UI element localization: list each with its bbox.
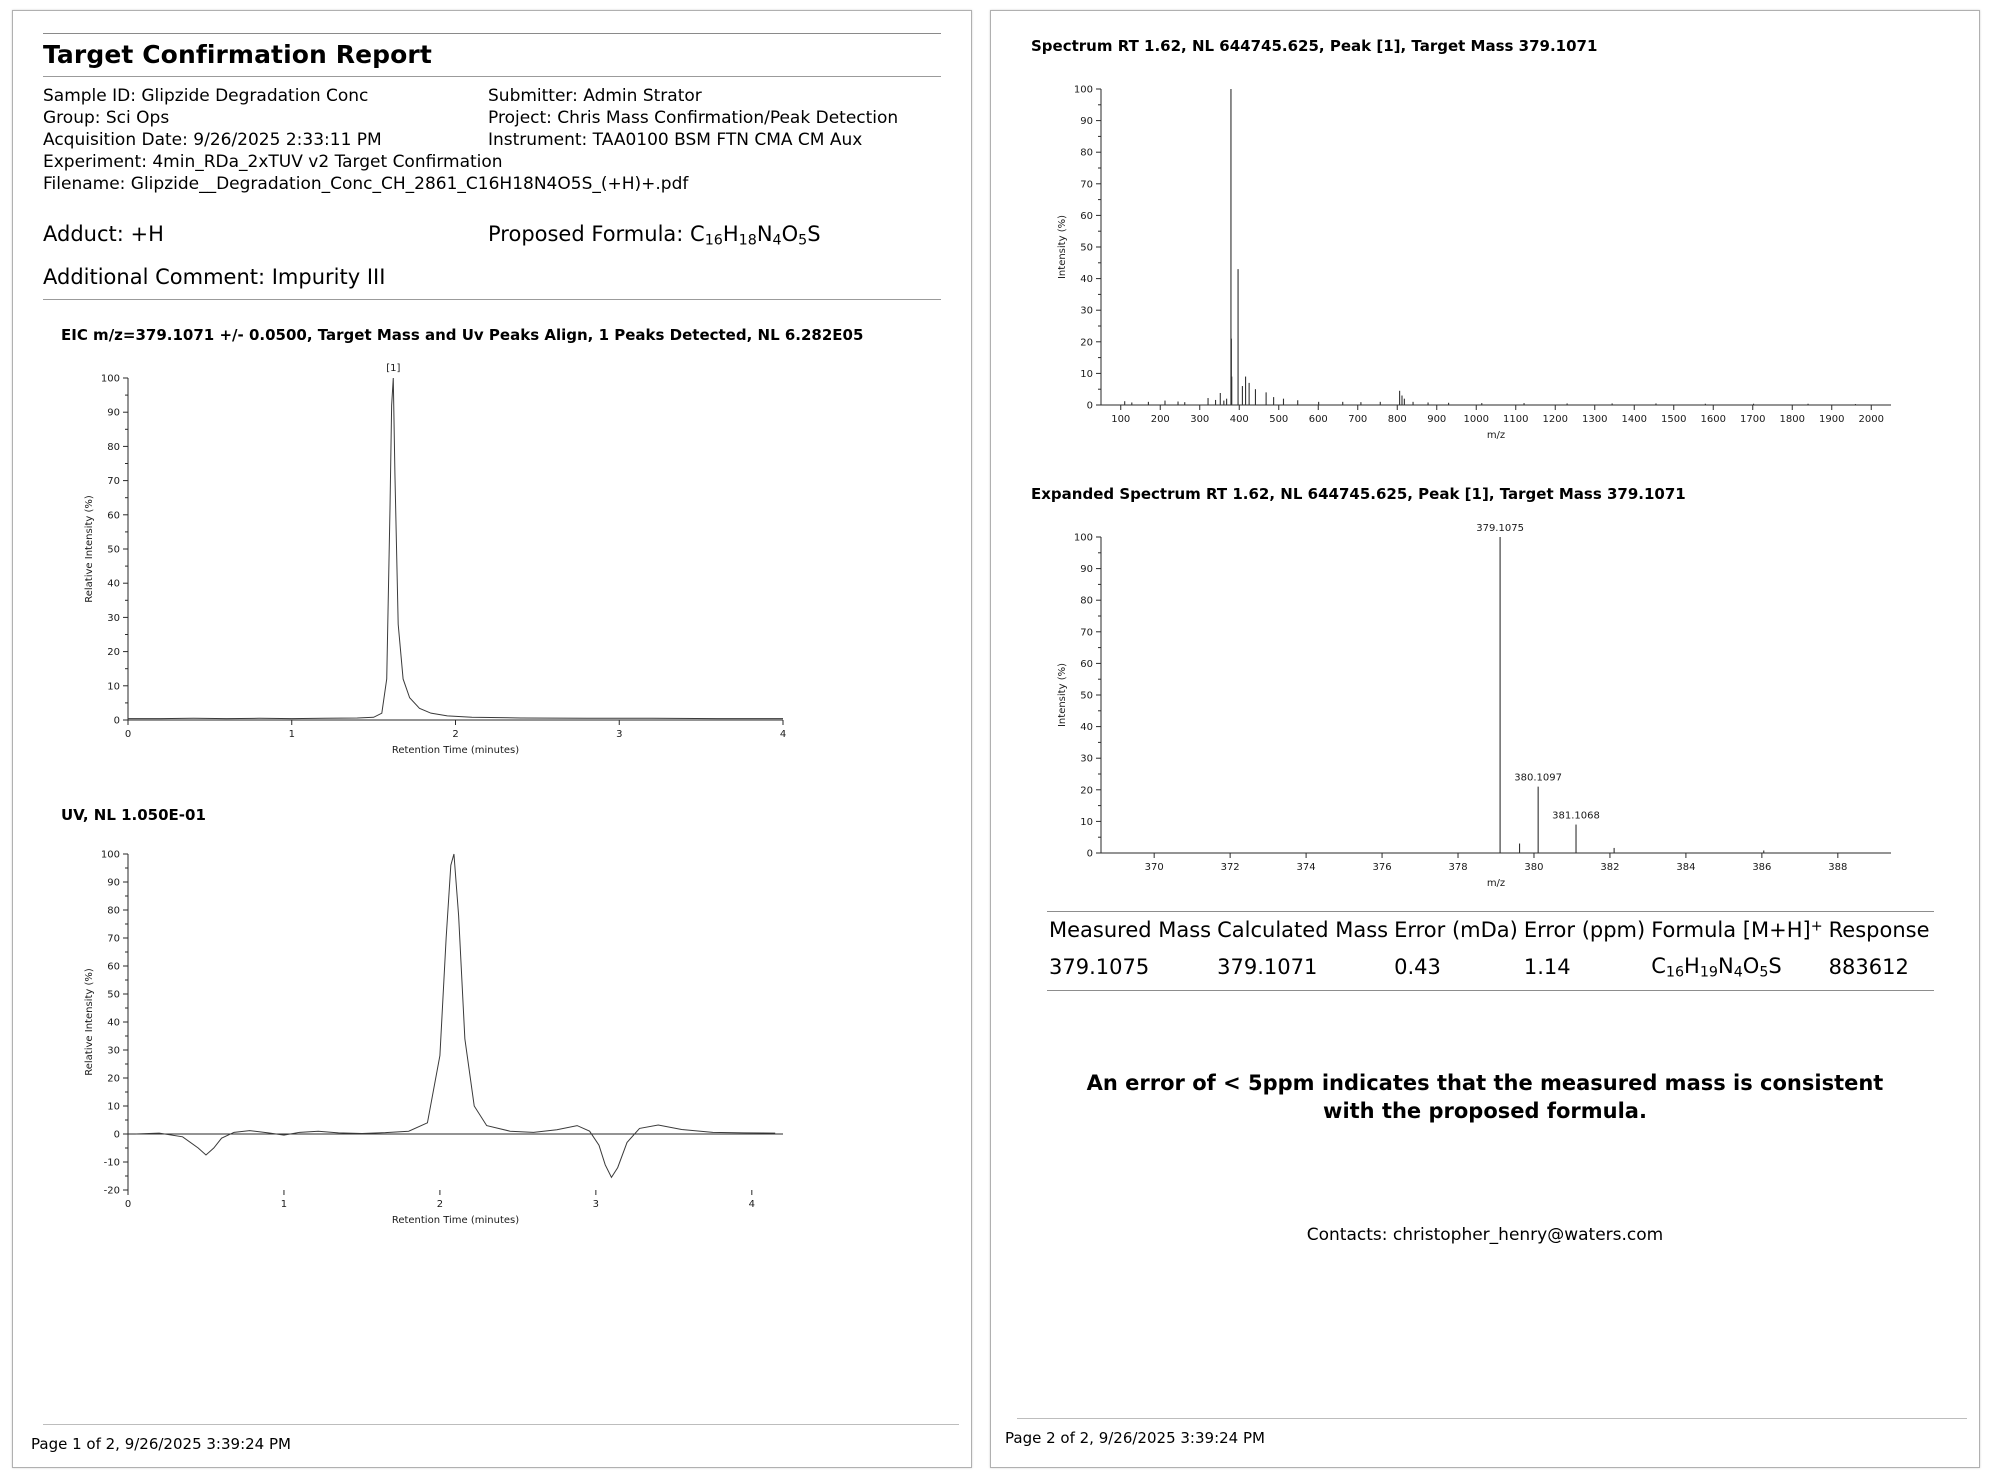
svg-text:2000: 2000 bbox=[1858, 414, 1884, 425]
adduct-formula-row bbox=[43, 221, 941, 250]
svg-text:80: 80 bbox=[107, 441, 120, 453]
svg-text:10: 10 bbox=[1080, 368, 1093, 380]
svg-text:4: 4 bbox=[748, 1198, 755, 1210]
svg-text:Retention Time (minutes): Retention Time (minutes) bbox=[391, 744, 520, 756]
cell-calculated-mass: 379.1071 bbox=[1217, 955, 1318, 980]
uv-chart-title: UV, NL 1.050E-01 bbox=[61, 805, 206, 824]
full-mass-spectrum bbox=[1021, 63, 1949, 463]
svg-text:379.1075: 379.1075 bbox=[1476, 523, 1524, 534]
svg-text:30: 30 bbox=[107, 1045, 120, 1057]
svg-text:0: 0 bbox=[124, 728, 132, 740]
footer-rule bbox=[43, 1424, 959, 1425]
svg-text:50: 50 bbox=[107, 544, 120, 556]
eic-chromatogram bbox=[43, 350, 941, 780]
svg-text:80: 80 bbox=[1080, 595, 1093, 607]
svg-text:3: 3 bbox=[616, 728, 623, 740]
svg-text:20: 20 bbox=[107, 646, 120, 658]
svg-text:1: 1 bbox=[280, 1198, 288, 1210]
svg-text:m/z: m/z bbox=[1486, 878, 1506, 889]
svg-text:[1]: [1] bbox=[386, 362, 401, 374]
svg-text:Relative Intensity (%): Relative Intensity (%) bbox=[84, 495, 95, 603]
svg-text:1700: 1700 bbox=[1740, 414, 1766, 425]
comment-underline-rule bbox=[43, 299, 941, 300]
svg-text:10: 10 bbox=[107, 1101, 120, 1113]
svg-text:60: 60 bbox=[107, 510, 120, 522]
meta-instrument: Instrument: TAA0100 BSM FTN CMA CM Aux bbox=[488, 130, 863, 151]
svg-text:50: 50 bbox=[107, 989, 120, 1001]
svg-text:2: 2 bbox=[452, 728, 459, 740]
title-underline-rule bbox=[43, 76, 941, 77]
svg-text:900: 900 bbox=[1427, 414, 1447, 425]
page-1-footer-text: Page 1 of 2, 9/26/2025 3:39:24 PM bbox=[31, 1435, 291, 1453]
svg-text:500: 500 bbox=[1269, 414, 1289, 425]
svg-text:4: 4 bbox=[779, 728, 787, 740]
svg-text:382: 382 bbox=[1600, 862, 1620, 873]
svg-text:380: 380 bbox=[1524, 862, 1544, 873]
table-row bbox=[1047, 950, 1934, 990]
metadata-block bbox=[43, 85, 941, 195]
svg-text:3: 3 bbox=[592, 1198, 600, 1210]
svg-text:30: 30 bbox=[1080, 305, 1093, 317]
proposed-formula-prefix: Proposed Formula: bbox=[488, 222, 691, 247]
svg-text:90: 90 bbox=[1080, 564, 1093, 576]
col-calculated-mass: Calculated Mass bbox=[1217, 918, 1389, 942]
svg-text:1000: 1000 bbox=[1463, 414, 1489, 425]
svg-text:70: 70 bbox=[1080, 179, 1093, 191]
proposed-formula bbox=[488, 221, 821, 250]
svg-text:800: 800 bbox=[1387, 414, 1407, 425]
svg-text:100: 100 bbox=[1111, 414, 1131, 425]
svg-text:1500: 1500 bbox=[1661, 414, 1687, 425]
svg-text:1200: 1200 bbox=[1542, 414, 1568, 425]
additional-comment: Additional Comment: Impurity III bbox=[43, 264, 386, 289]
adduct-label: Adduct: +H bbox=[43, 222, 164, 247]
svg-text:Relative Intensity (%): Relative Intensity (%) bbox=[84, 968, 95, 1076]
svg-text:Intensity (%): Intensity (%) bbox=[1057, 662, 1068, 728]
cell-error-ppm: 1.14 bbox=[1523, 955, 1571, 980]
svg-text:380.1097: 380.1097 bbox=[1514, 772, 1563, 784]
meta-filename: Filename: Glipzide__Degradation_Conc_CH_2861_C16H18N4O5S_(+H)+.pdf bbox=[43, 174, 689, 195]
svg-text:60: 60 bbox=[1080, 658, 1093, 670]
svg-text:30: 30 bbox=[1080, 753, 1093, 765]
svg-text:90: 90 bbox=[107, 407, 120, 419]
svg-text:376: 376 bbox=[1372, 862, 1392, 873]
page-1-footer bbox=[13, 1424, 971, 1467]
svg-text:1900: 1900 bbox=[1819, 414, 1845, 425]
svg-text:-20: -20 bbox=[103, 1185, 120, 1197]
meta-project: Project: Chris Mass Confirmation/Peak Detection bbox=[488, 108, 899, 129]
svg-text:90: 90 bbox=[1080, 116, 1093, 128]
expanded-mass-spectrum bbox=[1021, 511, 1949, 911]
svg-text:20: 20 bbox=[1080, 785, 1093, 797]
spectrum-chart-title: Spectrum RT 1.62, NL 644745.625, Peak [1], Target Mass 379.1071 bbox=[1031, 37, 1598, 55]
svg-text:381.1068: 381.1068 bbox=[1552, 810, 1600, 822]
svg-text:378: 378 bbox=[1448, 862, 1468, 873]
svg-text:388: 388 bbox=[1828, 862, 1848, 873]
page-2-footer bbox=[991, 1418, 1979, 1461]
svg-text:40: 40 bbox=[1080, 722, 1093, 734]
svg-text:370: 370 bbox=[1144, 862, 1164, 873]
svg-text:60: 60 bbox=[1080, 210, 1093, 222]
svg-text:0: 0 bbox=[113, 715, 120, 727]
svg-text:100: 100 bbox=[100, 849, 120, 861]
header-top-rule bbox=[43, 33, 941, 34]
svg-text:0: 0 bbox=[1086, 848, 1093, 860]
svg-text:386: 386 bbox=[1752, 862, 1772, 873]
col-measured-mass: Measured Mass bbox=[1049, 918, 1212, 942]
report-page-2 bbox=[990, 10, 1980, 1468]
cell-formula: $C_{16}H_{19}N_4O_5S$ bbox=[1651, 954, 1782, 981]
col-error-ppm: Error (ppm) bbox=[1523, 918, 1646, 942]
svg-text:700: 700 bbox=[1348, 414, 1368, 425]
proposed-formula-value: $C_{16}H_{18}N_4O_5S$ bbox=[690, 222, 821, 250]
metadata-right-column bbox=[488, 85, 941, 195]
meta-acquisition-date: Acquisition Date: 9/26/2025 2:33:11 PM bbox=[43, 130, 382, 151]
svg-text:1400: 1400 bbox=[1621, 414, 1647, 425]
svg-text:600: 600 bbox=[1308, 414, 1328, 425]
svg-text:1100: 1100 bbox=[1503, 414, 1529, 425]
svg-text:Retention Time (minutes): Retention Time (minutes) bbox=[391, 1214, 520, 1226]
uv-chromatogram bbox=[43, 830, 941, 1250]
results-table bbox=[1047, 911, 1930, 991]
cell-measured-mass: 379.1075 bbox=[1049, 955, 1150, 980]
svg-text:-10: -10 bbox=[103, 1157, 120, 1169]
svg-text:100: 100 bbox=[100, 373, 120, 385]
svg-text:30: 30 bbox=[107, 612, 120, 624]
results-table-header-row bbox=[1047, 912, 1934, 951]
svg-text:0: 0 bbox=[124, 1198, 132, 1210]
svg-text:90: 90 bbox=[107, 877, 120, 889]
svg-text:1800: 1800 bbox=[1779, 414, 1805, 425]
svg-text:40: 40 bbox=[1080, 274, 1093, 286]
svg-text:70: 70 bbox=[107, 933, 120, 945]
eic-chart-title: EIC m/z=379.1071 +/- 0.0500, Target Mass and Uv Peaks Align, 1 Peaks Detected, NL 6.282E05 bbox=[61, 325, 864, 344]
svg-text:Intensity (%): Intensity (%) bbox=[1057, 214, 1068, 280]
svg-text:60: 60 bbox=[107, 961, 120, 973]
svg-text:m/z: m/z bbox=[1486, 430, 1506, 441]
svg-text:80: 80 bbox=[1080, 147, 1093, 159]
meta-experiment: Experiment: 4min_RDa_2xTUV v2 Target Confirmation bbox=[43, 152, 503, 173]
footer-rule-2 bbox=[1017, 1418, 1967, 1419]
col-response: Response bbox=[1828, 918, 1930, 942]
svg-text:10: 10 bbox=[107, 681, 120, 693]
svg-text:374: 374 bbox=[1296, 862, 1316, 873]
svg-text:2: 2 bbox=[436, 1198, 444, 1210]
svg-text:70: 70 bbox=[1080, 627, 1093, 639]
col-formula: Formula [M+H]+ bbox=[1651, 918, 1823, 942]
svg-text:1300: 1300 bbox=[1582, 414, 1608, 425]
svg-text:70: 70 bbox=[107, 475, 120, 487]
svg-text:300: 300 bbox=[1190, 414, 1210, 425]
page-2-footer-text: Page 2 of 2, 9/26/2025 3:39:24 PM bbox=[1005, 1429, 1265, 1447]
svg-text:40: 40 bbox=[107, 1017, 120, 1029]
svg-text:1: 1 bbox=[288, 728, 295, 740]
svg-text:100: 100 bbox=[1073, 84, 1093, 96]
report-page-1 bbox=[12, 10, 972, 1468]
svg-text:372: 372 bbox=[1220, 862, 1240, 873]
svg-text:50: 50 bbox=[1080, 690, 1093, 702]
meta-sample-id: Sample ID: Glipzide Degradation Conc bbox=[43, 86, 369, 106]
meta-submitter: Submitter: Admin Strator bbox=[488, 86, 702, 106]
svg-text:0: 0 bbox=[1086, 400, 1093, 412]
svg-text:20: 20 bbox=[1080, 337, 1093, 349]
expanded-spectrum-chart-title: Expanded Spectrum RT 1.62, NL 644745.625, Peak [1], Target Mass 379.1071 bbox=[1031, 485, 1686, 503]
cell-error-mda: 0.43 bbox=[1394, 955, 1441, 980]
svg-text:100: 100 bbox=[1073, 532, 1093, 544]
svg-text:80: 80 bbox=[107, 905, 120, 917]
svg-text:0: 0 bbox=[113, 1129, 120, 1141]
cell-response: 883612 bbox=[1828, 955, 1909, 980]
svg-text:10: 10 bbox=[1080, 816, 1093, 828]
svg-text:400: 400 bbox=[1229, 414, 1249, 425]
svg-text:200: 200 bbox=[1150, 414, 1170, 425]
svg-text:20: 20 bbox=[107, 1073, 120, 1085]
svg-text:1600: 1600 bbox=[1700, 414, 1726, 425]
svg-text:384: 384 bbox=[1676, 862, 1696, 873]
svg-text:50: 50 bbox=[1080, 242, 1093, 254]
meta-group: Group: Sci Ops bbox=[43, 108, 170, 129]
contacts-line: Contacts: christopher_henry@waters.com bbox=[1306, 1225, 1664, 1246]
error-statement: An error of < 5ppm indicates that the measured mass is consistent with the proposed formula. bbox=[1086, 1070, 1884, 1123]
col-error-mda: Error (mDa) bbox=[1394, 918, 1518, 942]
page-title: Target Confirmation Report bbox=[43, 40, 432, 69]
svg-text:40: 40 bbox=[107, 578, 120, 590]
